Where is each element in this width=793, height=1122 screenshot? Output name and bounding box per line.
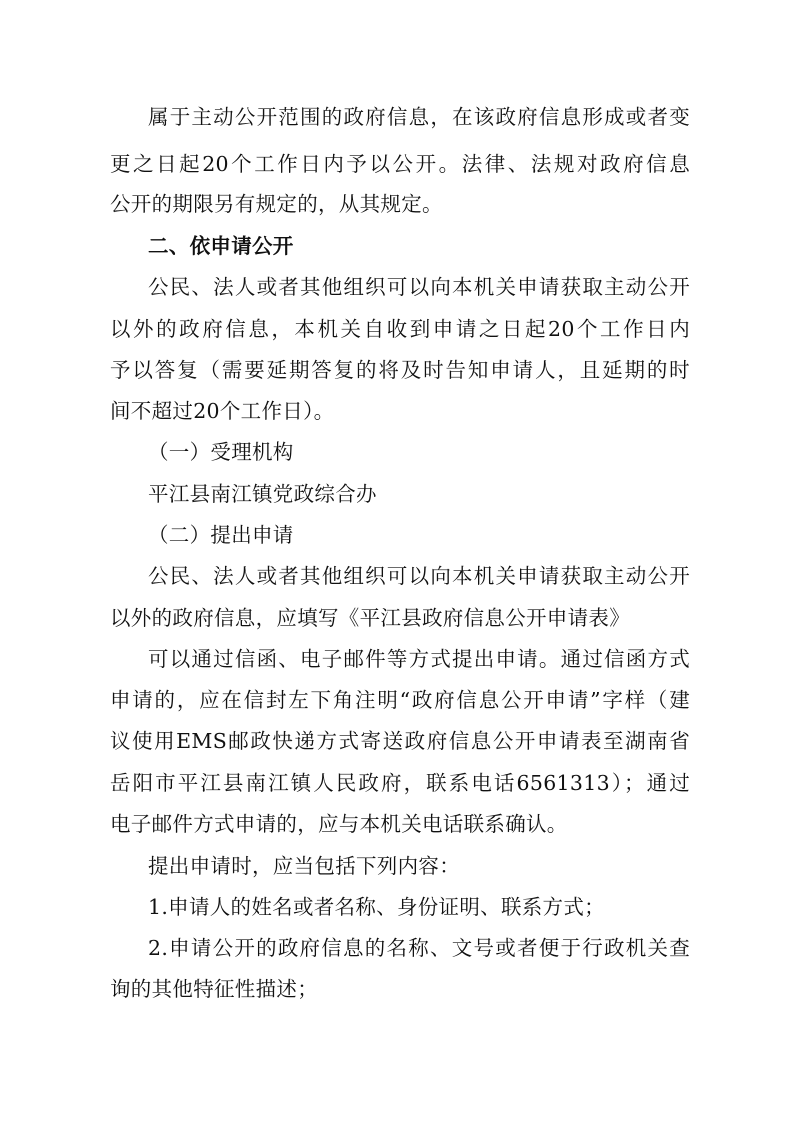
list-item: 1.申请人的姓名或者名称、身份证明、联系方式；: [148, 895, 605, 919]
section-heading: 二、依申请公开: [148, 234, 294, 258]
subsection-heading: （一）受理机构: [148, 440, 294, 464]
paragraph-line: 更之日起20个工作日内予以公开。法律、法规对政府信息: [110, 152, 690, 176]
paragraph-line: 申请的，应在信封左下角注明“政府信息公开申请”字样（建: [110, 688, 690, 712]
paragraph-line: 平江县南江镇党政综合办: [148, 482, 377, 506]
list-item: 2.申请公开的政府信息的名称、文号或者便于行政机关查: [148, 936, 690, 960]
paragraph-line: 予以答复（需要延期答复的将及时告知申请人，且延期的时: [110, 358, 690, 382]
paragraph-line: 议使用EMS邮政快递方式寄送政府信息公开申请表至湖南省: [110, 729, 690, 753]
subsection-heading: （二）提出申请: [148, 523, 294, 547]
paragraph-line: 岳阳市平江县南江镇人民政府，联系电话6561313）；通过: [110, 771, 690, 795]
paragraph-line: 可以通过信函、电子邮件等方式提出申请。通过信函方式: [148, 647, 690, 671]
paragraph-line: 以外的政府信息，本机关自收到申请之日起20个工作日内: [110, 317, 690, 341]
paragraph-line: 公民、法人或者其他组织可以向本机关申请获取主动公开: [148, 275, 690, 299]
paragraph-line: 电子邮件方式申请的，应与本机关电话联系确认。: [110, 812, 568, 836]
paragraph-line: 间不超过20个工作日）。: [110, 399, 335, 423]
paragraph-line: 以外的政府信息，应填写《平江县政府信息公开申请表》: [110, 606, 630, 630]
list-item-continuation: 询的其他特征性描述；: [110, 977, 318, 1001]
paragraph-line: 属于主动公开范围的政府信息，在该政府信息形成或者变: [148, 105, 690, 129]
paragraph-line: 公民、法人或者其他组织可以向本机关申请获取主动公开: [148, 564, 690, 588]
paragraph-line: 公开的期限另有规定的，从其规定。: [110, 192, 443, 216]
paragraph-line: 提出申请时，应当包括下列内容：: [148, 854, 460, 878]
